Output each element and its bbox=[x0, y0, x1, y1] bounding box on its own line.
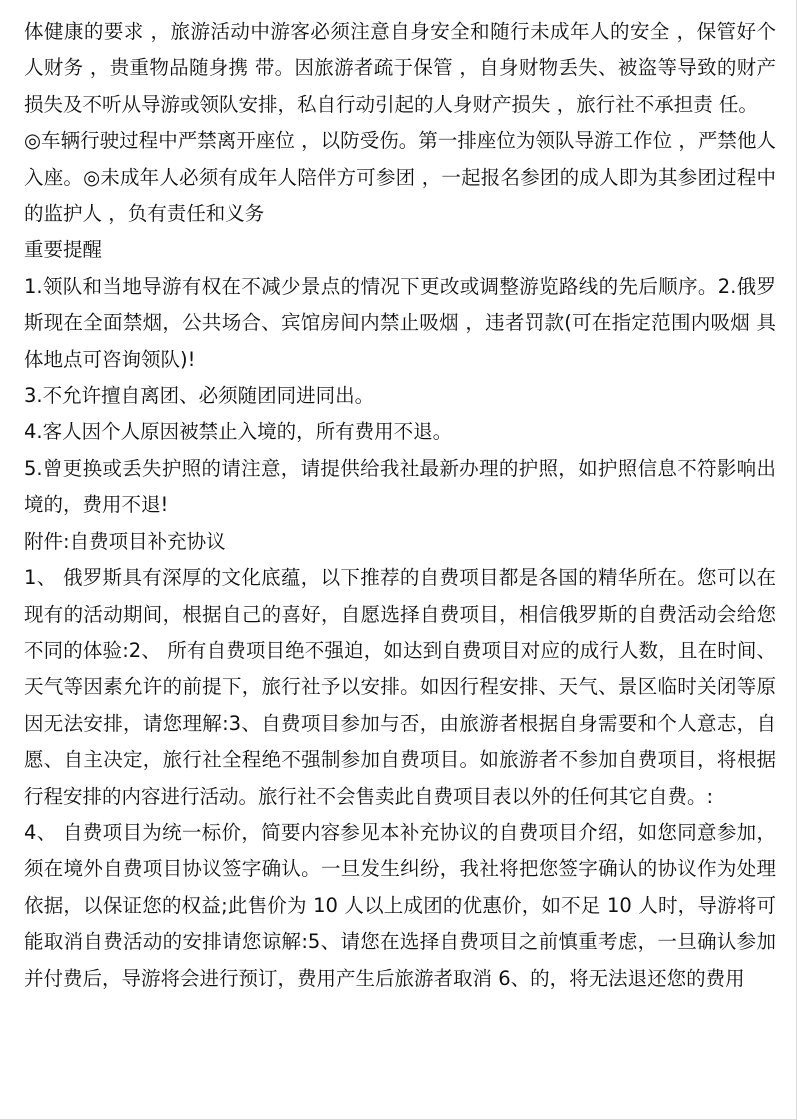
paragraph-seating-minors: ◎车辆行驶过程中严禁离开座位 ，以防受伤。第一排座位为领队导游工作位 ，严禁他人入座。◎未成年人必须有成年人陪伴方可参团 ，一起报名参团的成人即为其参团过程中的监护人 ，负有责任和义务 bbox=[24, 129, 776, 226]
reminder-item-3: 3.不允许擅自离团、必须随团同进同出。 bbox=[24, 384, 375, 408]
document-body bbox=[24, 14, 776, 997]
reminder-item-5: 5.曾更换或丢失护照的请注意，请提供给我社最新办理的护照，如护照信息不符影响出境的，费用不退! bbox=[24, 456, 776, 517]
section-heading-important-reminder: 重要提醒 bbox=[24, 238, 103, 262]
section-heading-attachment: 附件:自费项目补充协议 bbox=[24, 529, 226, 553]
reminder-item-4: 4.客人因个人原因被禁止入境的，所有费用不退。 bbox=[24, 420, 453, 444]
agreement-items-4-6: 4、 自费项目为统一标价，简要内容参见本补充协议的自费项目介绍，如您同意参加，须在境外自费项目协议签字确认。一旦发生纠纷，我社将把您签字确认的协议作为处理依据，以保证您的权益;此售价为 10 人以上成团的优惠价，如不足 10 人时，导游将可能取消自费活动的安排请您谅解:5、请您在选择自费项目之前慎重考虑，一旦确认参加并付费后，导游将会进行预订，费用产生后旅游者取消 6、的，将无法退还您的费用 bbox=[24, 820, 776, 990]
agreement-items-1-3: 1、 俄罗斯具有深厚的文化底蕴，以下推荐的自费项目都是各国的精华所在。您可以在现有的活动期间，根据自己的喜好，自愿选择自费项目，相信俄罗斯的自费活动会给您不同的体验:2、 所有自费项目绝不强迫，如达到自费项目对应的成行人数，且在时间、天气等因素允许的前提下，旅行社予以安排。如因行程安排、天气、景区临时关闭等原因无法安排，请您理解:3、自费项目参加与否，由旅游者根据自身需要和个人意志，自愿、自主决定，旅行社全程绝不强制参加自费项目。如旅游者不参加自费项目，将根据行程安排的内容进行活动。旅行社不会售卖此自费项目表以外的任何其它自费。: bbox=[24, 566, 776, 808]
reminder-item-1-2: 1.领队和当地导游有权在不减少景点的情况下更改或调整游览路线的先后顺序。2.俄罗斯现在全面禁烟，公共场合、宾馆房间内禁止吸烟 ，违者罚款(可在指定范围内吸烟 具体地点可咨询领队)! bbox=[24, 274, 776, 371]
paragraph-safety-finance: 体健康的要求 ，旅游活动中游客必须注意自身安全和随行未成年人的安全 ，保管好个人财务 ，贵重物品随身携 带。因旅游者疏于保管 ，自身财物丢失、被盗等导致的财产损失及不听从导游或领队安排，私自行动引起的人身财产损失 ，旅行社不承担责 任。 bbox=[24, 20, 776, 116]
